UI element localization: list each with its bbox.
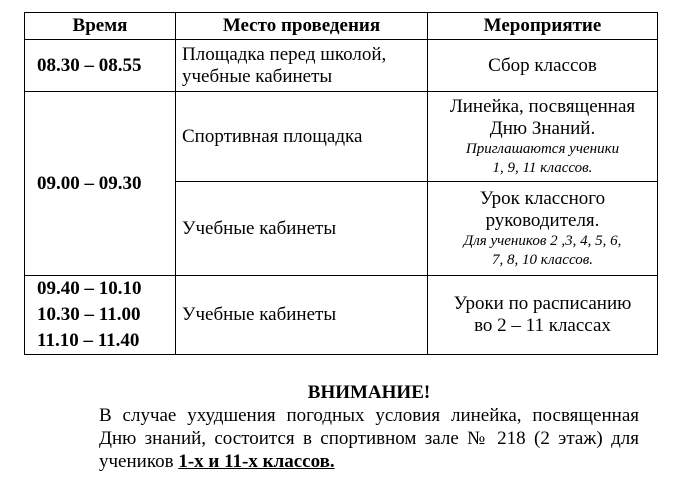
place-line: учебные кабинеты <box>182 65 333 87</box>
table-row <box>25 276 658 355</box>
header-place: Место проведения <box>176 13 428 40</box>
time-line: 09.40 – 10.10 <box>37 278 142 299</box>
notice-body: В случае ухудшения погодных условия линейка, посвященная Дню знаний, состоится в спортивном зале № 218 (2 этаж) для учеников <box>99 405 639 472</box>
event-line: руководителя. <box>485 209 600 231</box>
table-header-row <box>25 13 658 40</box>
time-cell: 08.30 – 08.55 <box>25 40 176 92</box>
time-line: 10.30 – 11.00 <box>37 304 141 325</box>
event-line: Урок классного <box>479 187 606 209</box>
event-cell <box>428 92 658 182</box>
place-line: Площадка перед школой, <box>182 43 387 65</box>
event-cell <box>428 182 658 276</box>
schedule-table <box>24 12 658 355</box>
header-time: Время <box>25 13 176 40</box>
event-note: 7, 8, 10 классов. <box>492 251 593 268</box>
event-line: Линейка, посвященная <box>449 95 636 117</box>
time-cell: 09.00 – 09.30 <box>25 92 176 276</box>
place-cell: Спортивная площадка <box>176 92 428 182</box>
event-note: 1, 9, 11 классов. <box>492 159 593 176</box>
table-row <box>25 92 658 182</box>
event-cell <box>428 276 658 355</box>
time-cell <box>25 276 176 355</box>
event-note: Приглашаются ученики <box>465 140 620 157</box>
place-cell <box>176 40 428 92</box>
notice-emphasis: 1-х и 11-х классов. <box>178 451 335 472</box>
notice-block <box>99 381 639 473</box>
place-cell: Учебные кабинеты <box>176 182 428 276</box>
table-row <box>25 40 658 92</box>
time-line: 11.10 – 11.40 <box>37 330 140 351</box>
event-note: Для учеников 2 ,3, 4, 5, 6, <box>463 232 622 249</box>
place-cell: Учебные кабинеты <box>176 276 428 355</box>
notice-text <box>99 404 639 473</box>
event-line: Уроки по расписанию <box>453 293 632 314</box>
event-line: во 2 – 11 классах <box>474 315 611 336</box>
event-cell: Сбор классов <box>428 40 658 92</box>
notice-title: ВНИМАНИЕ! <box>307 382 431 403</box>
event-line: Дню Знаний. <box>489 117 596 139</box>
header-event: Мероприятие <box>428 13 658 40</box>
